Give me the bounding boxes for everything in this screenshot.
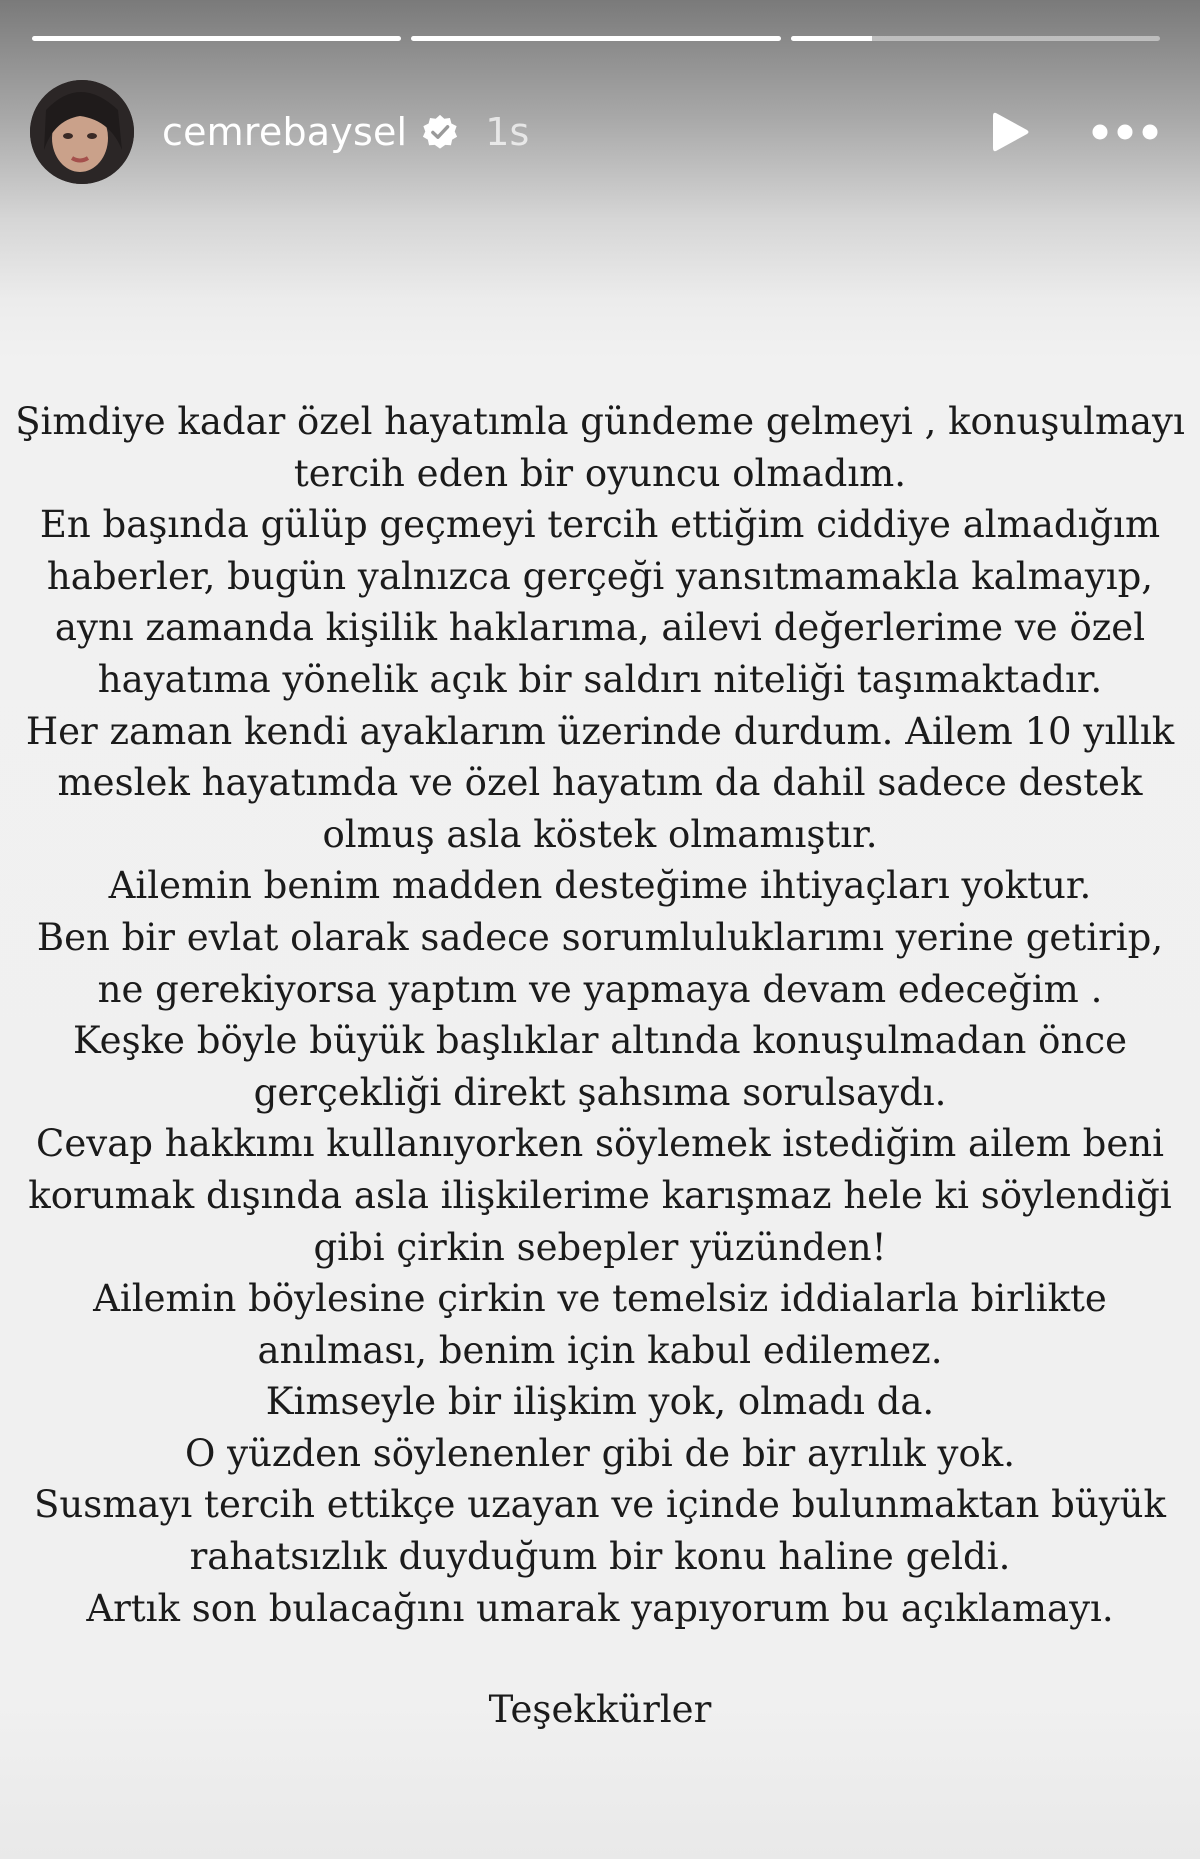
statement-line: Artık son bulacağını umarak yapıyorum bu açıklamayı. (86, 1586, 1114, 1630)
avatar-image (30, 80, 134, 184)
statement-line: Susmayı tercih ettikçe uzayan ve içinde bulunmaktan büyük (34, 1483, 1166, 1527)
play-button[interactable] (984, 106, 1036, 158)
statement-line: Ailemin benim madden desteğime ihtiyaçları yoktur. (108, 864, 1092, 908)
statement-line: En başında gülüp geçmeyi tercih ettiğim ciddiye almadığım (39, 503, 1161, 547)
statement-line: Her zaman kendi ayaklarım üzerinde durdum. Ailem 10 yıllık (25, 709, 1175, 753)
avatar[interactable] (30, 80, 134, 184)
more-options-icon (1090, 122, 1160, 142)
progress-segment (791, 36, 1160, 41)
story-timestamp: 1s (485, 110, 530, 154)
verified-badge-icon (421, 113, 459, 151)
statement-line: Ailemin böylesine çirkin ve temelsiz iddialarla birlikte (93, 1277, 1107, 1321)
progress-segment-fill (411, 36, 780, 41)
progress-segment (32, 36, 401, 41)
statement-line: ne gerekiyorsa yaptım ve yapmaya devam edeceğim . (97, 967, 1103, 1011)
more-options-button[interactable] (1090, 112, 1160, 152)
statement-line: tercih eden bir oyuncu olmadım. (293, 451, 907, 495)
play-icon (990, 110, 1030, 154)
statement-line: haberler, bugün yalnızca gerçeği yansıtmamakla kalmayıp, (46, 554, 1154, 598)
statement-line: korumak dışında asla ilişkilerime karışmaz hele ki söylendiği (28, 1173, 1172, 1217)
progress-segment-fill (32, 36, 401, 41)
progress-segment-fill (791, 36, 872, 41)
story-username[interactable]: cemrebaysel (162, 110, 408, 154)
statement-line: gerçekliği direkt şahsıma sorulsaydı. (253, 1070, 947, 1114)
statement-line: gibi çirkin sebepler yüzünden! (313, 1225, 887, 1269)
story-statement-text (0, 396, 1200, 1736)
statement-line: olmuş asla köstek olmamıştır. (322, 812, 878, 856)
paragraph-gap (0, 1634, 1200, 1684)
statement-signoff: Teşekkürler (488, 1688, 712, 1732)
statement-line: aynı zamanda kişilik haklarıma, ailevi değerlerime ve özel (54, 606, 1146, 650)
statement-line: O yüzden söylenenler gibi de bir ayrılık yok. (185, 1431, 1015, 1475)
statement-line: Keşke böyle büyük başlıklar altında konuşulmadan önce (72, 1019, 1128, 1063)
statement-line: hayatıma yönelik açık bir saldırı niteliği taşımaktadır. (97, 657, 1103, 701)
statement-line: Ben bir evlat olarak sadece sorumluluklarımı yerine getirip, (36, 915, 1164, 959)
story-progress-bar (32, 36, 1160, 41)
statement-line: Cevap hakkımı kullanıyorken söylemek istediğim ailem beni (36, 1122, 1164, 1166)
progress-segment (411, 36, 780, 41)
statement-line: Kimseyle bir ilişkim yok, olmadı da. (265, 1380, 935, 1424)
statement-line: rahatsızlık duyduğum bir konu haline geldi. (189, 1535, 1011, 1579)
statement-line: anılması, benim için kabul edilemez. (257, 1328, 943, 1372)
statement-line: meslek hayatımda ve özel hayatım da dahil sadece destek (57, 761, 1143, 805)
statement-line: Şimdiye kadar özel hayatımla gündeme gelmeyi , konuşulmayı (15, 400, 1185, 443)
story-header (30, 80, 1160, 184)
